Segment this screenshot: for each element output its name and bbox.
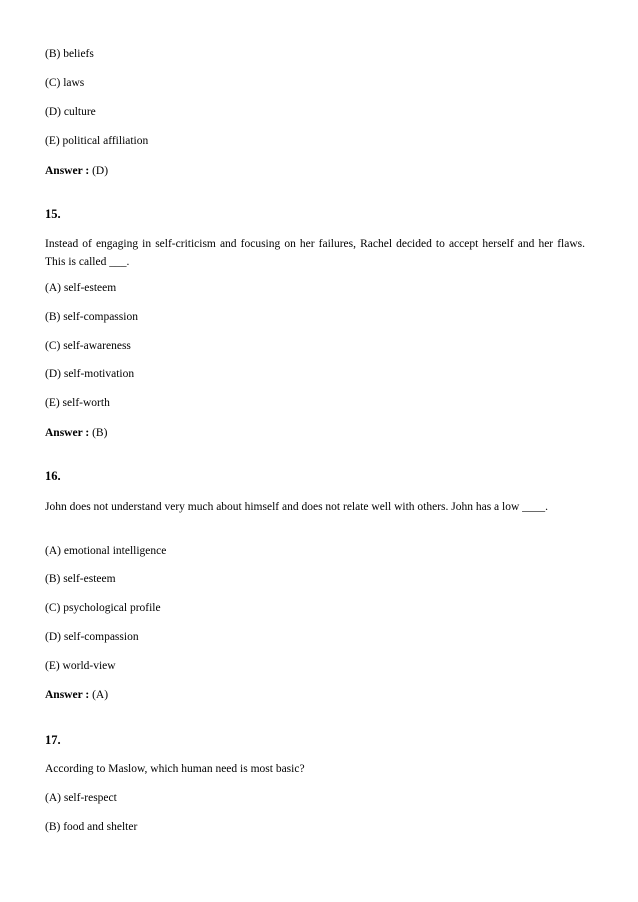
question-number: 15.: [45, 207, 61, 221]
option-e: (E) self-worth: [45, 397, 110, 409]
option-a: (A) self-respect: [45, 792, 117, 804]
option-e: (E) political affiliation: [45, 135, 149, 147]
answer-line: [45, 164, 108, 178]
question-text: John does not understand very much about himself and does not relate well with others. John has a low ____.: [45, 501, 549, 513]
option-b: (B) self-compassion: [45, 311, 138, 323]
answer-label: Answer :: [45, 689, 90, 701]
option-b: (B) beliefs: [45, 48, 94, 60]
option-b: (B) food and shelter: [45, 821, 138, 833]
option-e: (E) world-view: [45, 660, 116, 672]
question-number: 17.: [45, 733, 61, 747]
option-b: (B) self-esteem: [45, 573, 116, 585]
option-d: (D) self-compassion: [45, 631, 139, 643]
option-d: (D) self-motivation: [45, 368, 135, 380]
option-c: (C) self-awareness: [45, 340, 131, 352]
answer-label: Answer :: [45, 427, 90, 439]
option-d: (D) culture: [45, 106, 96, 118]
option-c: (C) psychological profile: [45, 602, 161, 614]
answer-value: (B): [92, 427, 108, 439]
answer-value: (A): [92, 689, 109, 701]
answer-line: [45, 688, 108, 702]
option-a: (A) emotional intelligence: [45, 545, 167, 557]
question-text: According to Maslow, which human need is most basic?: [45, 763, 305, 775]
answer-line: [45, 426, 107, 440]
answer-value: (D): [92, 165, 109, 177]
option-a: (A) self-esteem: [45, 282, 117, 294]
answer-label: Answer :: [45, 165, 90, 177]
option-c: (C) laws: [45, 77, 85, 89]
question-number: 16.: [45, 469, 61, 483]
question-text: Instead of engaging in self-criticism and focusing on her failures, Rachel decided to accept herself and her flaws. This is called ___.: [45, 238, 585, 268]
